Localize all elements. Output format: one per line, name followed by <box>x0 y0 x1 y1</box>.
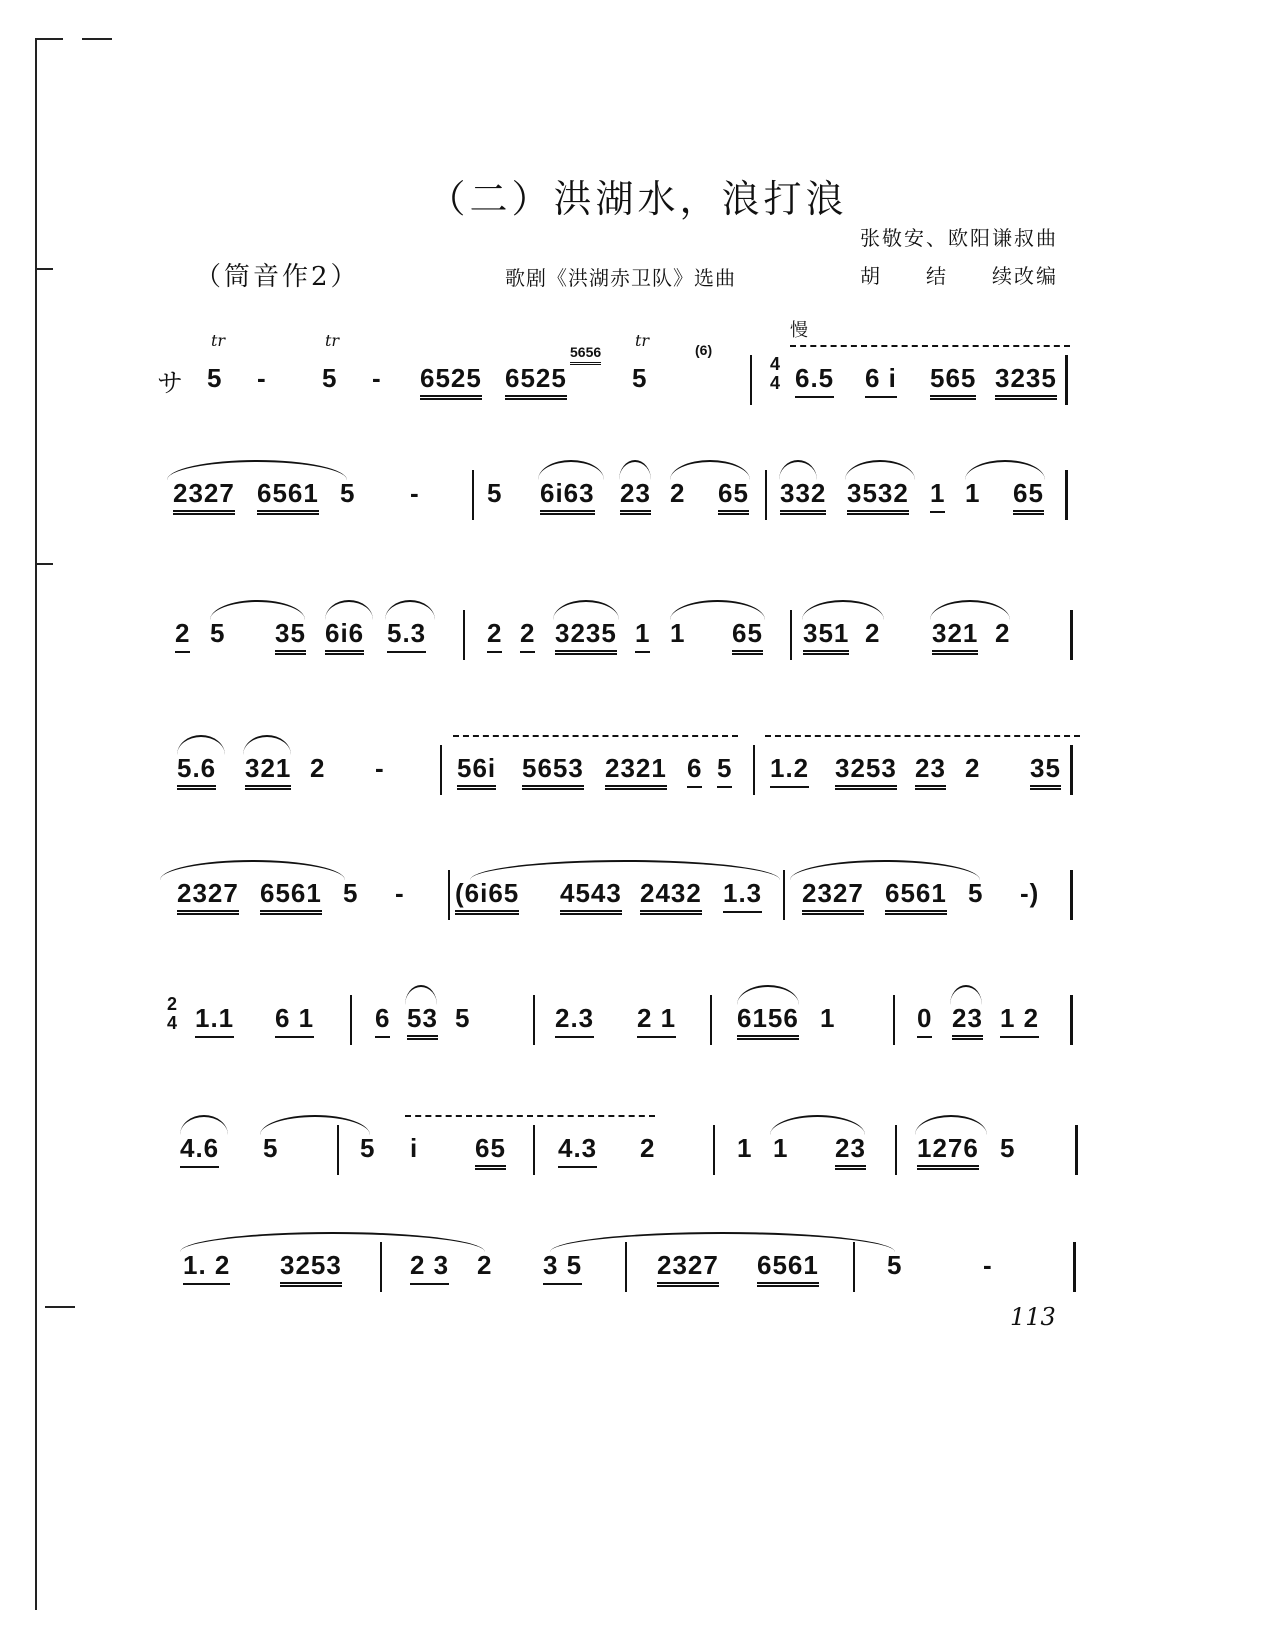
note: 1 <box>820 1003 836 1033</box>
phrase-line <box>790 345 1070 347</box>
dash: - <box>983 1250 993 1280</box>
note-group: 23 <box>835 1133 866 1170</box>
slur <box>670 460 750 480</box>
note: 5 <box>968 878 984 908</box>
slur <box>167 460 347 480</box>
note: 5 <box>632 363 648 393</box>
trill-mark: tr <box>635 331 650 350</box>
note: 5 <box>343 878 359 908</box>
note: 1.2 <box>770 753 809 788</box>
note-group: 6 1 <box>275 1003 314 1038</box>
barline <box>1065 355 1068 405</box>
note: 5 <box>887 1250 903 1280</box>
dash: - <box>395 878 405 908</box>
note-group: 23 <box>952 1003 983 1040</box>
margin-tick <box>82 38 112 40</box>
slur <box>950 985 982 1005</box>
note-group: 332 <box>780 478 826 515</box>
slur <box>845 460 915 480</box>
note-group: 56i <box>457 753 496 790</box>
note-group: 3532 <box>847 478 909 515</box>
note: 1 <box>930 478 945 513</box>
slur <box>243 735 291 755</box>
free-meter-mark: サ <box>157 368 185 398</box>
barline <box>463 610 465 660</box>
note: 2 <box>175 618 190 653</box>
note-group: 5653 <box>522 753 584 790</box>
note-group: 3253 <box>835 753 897 790</box>
note-group: 351 <box>803 618 849 655</box>
score-line-4 <box>165 735 1130 805</box>
barline <box>853 1242 855 1292</box>
slur <box>405 985 437 1005</box>
barline <box>1065 470 1068 520</box>
slur <box>965 460 1045 480</box>
note-group: 1 2 <box>1000 1003 1039 1038</box>
barline <box>380 1242 382 1292</box>
note-group: 4543 <box>560 878 622 915</box>
note: 6.5 <box>795 363 834 398</box>
note: 2 <box>670 478 686 508</box>
barline <box>448 870 450 920</box>
note-group: (6i65 <box>455 878 519 915</box>
note-group: 1.1 <box>195 1003 234 1038</box>
slur <box>260 1115 370 1135</box>
slur <box>553 600 619 620</box>
note: 5 <box>487 478 503 508</box>
note-group: 6561 <box>260 878 322 915</box>
margin-tick <box>35 268 53 270</box>
score-line-2 <box>165 460 1130 530</box>
note-group: 2 1 <box>637 1003 676 1038</box>
note-group: 4.3 <box>558 1133 597 1168</box>
slur <box>538 460 604 480</box>
note: 2 <box>487 618 502 653</box>
note: 6 <box>687 753 702 788</box>
page-number: 113 <box>1010 1303 1056 1331</box>
time-signature: 4 4 <box>770 354 781 393</box>
slur <box>779 460 817 480</box>
barline <box>1070 995 1073 1045</box>
key-note: （筒音作2） <box>195 262 360 292</box>
barline <box>1070 745 1073 795</box>
phrase-line <box>765 735 1080 737</box>
barline <box>753 745 755 795</box>
source-note: 歌剧《洪湖赤卫队》选曲 <box>505 266 736 290</box>
note: 1.3 <box>723 878 762 913</box>
note-group: 321 <box>932 618 978 655</box>
barline <box>1073 1242 1076 1292</box>
margin-tick <box>35 563 53 565</box>
note-group: 2327 <box>173 478 235 515</box>
note-group: 65 <box>718 478 749 515</box>
barline <box>440 745 442 795</box>
barline <box>765 470 767 520</box>
note-group: 5.6 <box>177 753 216 790</box>
note: 1 <box>965 478 981 508</box>
slur <box>385 600 435 620</box>
barline <box>1070 610 1073 660</box>
slur <box>325 600 373 620</box>
note: 2 <box>995 618 1011 648</box>
page-binding-edge <box>35 40 37 1610</box>
note-group: 321 <box>245 753 291 790</box>
score-line-1 <box>157 331 1130 415</box>
grace-notes: 5656 <box>570 343 601 365</box>
note-group: 4.6 <box>180 1133 219 1168</box>
slur <box>802 600 884 620</box>
note-group: 35 <box>1030 753 1061 790</box>
slur <box>177 735 225 755</box>
note: 5 <box>1000 1133 1016 1163</box>
note-group: 23 <box>915 753 946 790</box>
note: 5 <box>340 478 356 508</box>
note-group: 6525 <box>420 363 482 400</box>
note-group: 565 <box>930 363 976 400</box>
barline <box>472 470 474 520</box>
composer-credit: 张敬安、欧阳谦叔曲 <box>860 226 1058 250</box>
barline <box>533 995 535 1045</box>
score-line-8 <box>165 1232 1130 1302</box>
barline <box>1075 1125 1078 1175</box>
note: 5 <box>717 753 732 788</box>
note: 0 <box>917 1003 932 1038</box>
note: 1 <box>773 1133 789 1163</box>
dash: - <box>257 363 267 393</box>
barline <box>1070 870 1073 920</box>
note: 5 <box>207 363 223 393</box>
margin-tick <box>45 1306 75 1308</box>
arranger-credit: 胡 结 续改编 <box>860 264 1058 288</box>
dash: - <box>410 478 420 508</box>
note-group: 2327 <box>657 1250 719 1287</box>
note-group: 65 <box>1013 478 1044 515</box>
note-group: 1276 <box>917 1133 979 1170</box>
score-line-5 <box>165 860 1130 930</box>
note: 5 <box>210 618 226 648</box>
note-group: 6156 <box>737 1003 799 1040</box>
barline <box>790 610 792 660</box>
barline <box>713 1125 715 1175</box>
note: 5 <box>455 1003 471 1033</box>
note-group: 6i6 <box>325 618 364 655</box>
note-group: 1. 2 <box>183 1250 230 1285</box>
slur <box>180 1232 485 1252</box>
note-group: 2327 <box>802 878 864 915</box>
page-title: （二）洪湖水，浪打浪 <box>427 177 848 221</box>
dash: -) <box>1020 878 1040 908</box>
note: 2 <box>477 1250 493 1280</box>
note-group: 3235 <box>555 618 617 655</box>
note-group: 6i63 <box>540 478 595 515</box>
tempo-mark: 慢 <box>790 320 808 341</box>
note: 2 <box>520 618 535 653</box>
note: 2 <box>640 1133 656 1163</box>
slur <box>670 600 765 620</box>
slur <box>210 600 305 620</box>
note: 1 <box>635 618 650 653</box>
note-group: 65 <box>732 618 763 655</box>
time-signature: 2 4 <box>167 994 178 1033</box>
note-group: 6525 <box>505 363 567 400</box>
dash: - <box>375 753 385 783</box>
dash: - <box>372 363 382 393</box>
note-group: 2327 <box>177 878 239 915</box>
note: 6 i <box>865 363 897 398</box>
score-line-7 <box>165 1115 1130 1185</box>
barline <box>533 1125 535 1175</box>
phrase-line <box>453 735 738 737</box>
slur <box>790 860 980 880</box>
slur <box>470 860 780 880</box>
slur <box>770 1115 865 1135</box>
note-group: 6561 <box>757 1250 819 1287</box>
slur <box>737 985 799 1005</box>
grace-note: (6) <box>695 342 713 358</box>
barline <box>350 995 352 1045</box>
score-line-6 <box>165 985 1130 1055</box>
note-group: 3 5 <box>543 1250 582 1285</box>
note-group: 3253 <box>280 1250 342 1287</box>
note-group: 2.3 <box>555 1003 594 1038</box>
note: 1 <box>737 1133 753 1163</box>
slur <box>619 460 651 480</box>
note-group: 35 <box>275 618 306 655</box>
barline <box>893 995 895 1045</box>
barline <box>783 870 785 920</box>
note: 2 <box>865 618 881 648</box>
note: i <box>410 1133 419 1163</box>
note: 6 <box>375 1003 390 1038</box>
note-group: 2 3 <box>410 1250 449 1285</box>
note: 1 <box>670 618 686 648</box>
phrase-line <box>405 1115 655 1117</box>
note-group: 65 <box>475 1133 506 1170</box>
note-group: 53 <box>407 1003 438 1040</box>
note-group: 2321 <box>605 753 667 790</box>
trill-mark: tr <box>211 331 226 350</box>
note: 2 <box>965 753 981 783</box>
note: 5 <box>360 1133 376 1163</box>
barline <box>625 1242 627 1292</box>
note-group: 2432 <box>640 878 702 915</box>
score-line-3 <box>165 600 1130 670</box>
slur <box>180 1115 228 1135</box>
note-group: 6561 <box>885 878 947 915</box>
note-group: 23 <box>620 478 651 515</box>
margin-tick <box>35 38 63 40</box>
barline <box>337 1125 339 1175</box>
slur <box>930 600 1010 620</box>
note-group: 6561 <box>257 478 319 515</box>
note: 2 <box>310 753 326 783</box>
slur <box>915 1115 987 1135</box>
barline <box>895 1125 897 1175</box>
note: 5 <box>263 1133 279 1163</box>
note-group: 3235 <box>995 363 1057 400</box>
slur <box>160 860 345 880</box>
barline <box>710 995 712 1045</box>
slur <box>550 1232 895 1252</box>
barline <box>750 355 752 405</box>
note: 5.3 <box>387 618 426 653</box>
note: 5 <box>322 363 338 393</box>
trill-mark: tr <box>325 331 340 350</box>
